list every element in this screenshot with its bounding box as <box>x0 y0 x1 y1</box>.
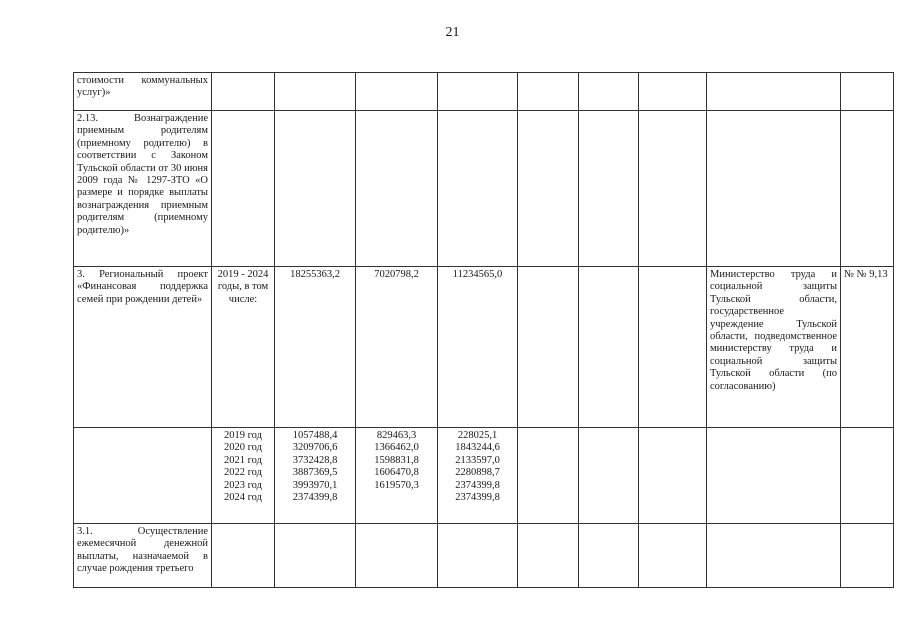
empty-cell <box>579 524 639 588</box>
amount-value: 2374399,8 <box>455 479 500 491</box>
amount-value: 3209706,6 <box>292 442 338 454</box>
total-amount: 18255363,2 <box>275 267 356 428</box>
table-row <box>74 428 894 524</box>
amount-value: 1057488,4 <box>292 430 338 441</box>
amount-value: 1606470,8 <box>374 467 419 479</box>
amount-value: 829463,3 <box>376 430 417 441</box>
indicator-numbers: № № 9,13 <box>841 267 894 428</box>
empty-cell <box>356 524 438 588</box>
row-title: 3. Региональный проект «Финансовая поддержка семей при рождении детей» <box>74 267 212 428</box>
empty-cell <box>518 524 579 588</box>
empty-cell <box>841 428 894 524</box>
amount-value: 1366462,0 <box>374 442 419 454</box>
amount-value: 2280898,7 <box>455 467 500 479</box>
year-label: 2022 год <box>224 467 262 479</box>
empty-cell <box>707 111 841 267</box>
federal-by-year <box>356 428 438 524</box>
empty-cell <box>841 524 894 588</box>
empty-cell <box>74 428 212 524</box>
period-cell: 2019 - 2024 годы, в том числе: <box>212 267 275 428</box>
empty-cell <box>579 428 639 524</box>
amount-value: 3993970,1 <box>292 479 338 491</box>
row-title: стоимости коммунальных услуг)» <box>74 73 212 111</box>
empty-cell <box>212 524 275 588</box>
page-number: 21 <box>445 25 460 40</box>
regional-by-year <box>438 428 518 524</box>
amount-value: 3732428,8 <box>292 454 338 466</box>
empty-cell <box>275 111 356 267</box>
row-title: 2.13. Вознаграждение приемным родителям (приемному родителю) в соответствии с Законом Тульской области от 30 июня 2009 года № 1297-ЗТО «О размере и порядке выплаты вознаграждения приемным родителям (приемному родителю)» <box>74 111 212 267</box>
empty-cell <box>639 524 707 588</box>
amount-value: 2374399,8 <box>455 492 500 504</box>
year-label: 2021 год <box>224 454 262 466</box>
year-label: 2019 год <box>224 430 262 441</box>
empty-cell <box>438 111 518 267</box>
empty-cell <box>579 111 639 267</box>
amount-value: 1843244,6 <box>455 442 500 454</box>
amount-value: 1598831,8 <box>374 454 419 466</box>
federal-amount: 7020798,2 <box>356 267 438 428</box>
empty-cell <box>518 73 579 111</box>
empty-cell <box>356 111 438 267</box>
table-row <box>74 111 894 267</box>
empty-cell <box>212 111 275 267</box>
years-list <box>212 428 275 524</box>
empty-cell <box>579 73 639 111</box>
empty-cell <box>212 73 275 111</box>
total-by-year <box>275 428 356 524</box>
amount-value: 3887369,5 <box>292 467 338 479</box>
year-label: 2023 год <box>224 479 262 491</box>
regional-amount: 11234565,0 <box>438 267 518 428</box>
empty-cell <box>275 73 356 111</box>
empty-cell <box>518 428 579 524</box>
empty-cell <box>579 267 639 428</box>
empty-cell <box>639 111 707 267</box>
empty-cell <box>639 73 707 111</box>
empty-cell <box>639 428 707 524</box>
table-row <box>74 524 894 588</box>
year-label: 2024 год <box>224 492 262 504</box>
empty-cell <box>707 524 841 588</box>
row-title: 3.1. Осуществление ежемесячной денежной выплаты, назначаемой в случае рождения третьего <box>74 524 212 588</box>
empty-cell <box>438 73 518 111</box>
empty-cell <box>841 111 894 267</box>
empty-cell <box>639 267 707 428</box>
table-row <box>74 267 894 428</box>
amount-value: 2374399,8 <box>292 492 338 504</box>
empty-cell <box>841 73 894 111</box>
amount-value: 1619570,3 <box>374 479 419 491</box>
empty-cell <box>518 267 579 428</box>
year-label: 2020 год <box>224 442 262 454</box>
empty-cell <box>707 73 841 111</box>
empty-cell <box>438 524 518 588</box>
responsible-executor: Министерство труда и социальной защиты Тульской области, государственное учреждение Тульской области, подведомственное министерству труда и социальной защиты Тульской области (по согласованию) <box>707 267 841 428</box>
amount-value: 228025,1 <box>457 430 498 441</box>
empty-cell <box>518 111 579 267</box>
table-row <box>74 73 894 111</box>
empty-cell <box>356 73 438 111</box>
amount-value: 2133597,0 <box>455 454 500 466</box>
budget-table <box>73 72 894 588</box>
empty-cell <box>707 428 841 524</box>
empty-cell <box>275 524 356 588</box>
